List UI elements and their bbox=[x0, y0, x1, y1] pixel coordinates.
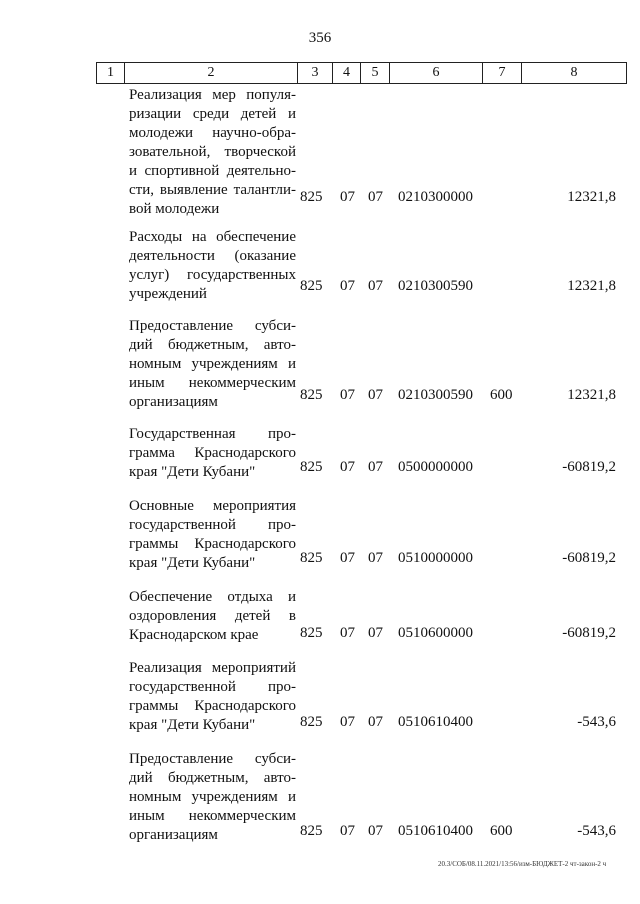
desc-line: государственной про- bbox=[129, 517, 296, 533]
desc-line: Реализация мер популя- bbox=[129, 87, 296, 103]
document-footer-stamp: 20.3/СОБ/08.11.2021/13:56/изм-БЮДЖЕТ-2 чт-закон-2 ч bbox=[438, 860, 607, 868]
amount: -60819,2 bbox=[562, 625, 616, 641]
desc-line: организациям bbox=[129, 394, 218, 410]
desc-line: номным учреждениям и bbox=[129, 789, 296, 805]
desc-line: оздоровления детей в bbox=[129, 608, 296, 624]
desc-line: граммы Краснодарского bbox=[129, 698, 296, 714]
desc-line: края "Дети Кубани" bbox=[129, 464, 256, 480]
desc-line: Предоставление субси- bbox=[129, 318, 296, 334]
desc-line: государственной про- bbox=[129, 679, 296, 695]
desc-line: ризации среди детей и bbox=[129, 106, 296, 122]
section-code: 07 bbox=[340, 459, 355, 475]
desc-line: дий бюджетным, авто- bbox=[129, 770, 296, 786]
desc-line: иным некоммерческим bbox=[129, 808, 296, 824]
target-article-code: 0500000000 bbox=[398, 459, 473, 475]
subsection-code: 07 bbox=[368, 714, 383, 730]
target-article-code: 0510610400 bbox=[398, 823, 473, 839]
row-description bbox=[129, 317, 296, 412]
desc-line: Государственная про- bbox=[129, 426, 296, 442]
desc-line: края "Дети Кубани" bbox=[129, 555, 256, 571]
desc-line: Реализация мероприятий bbox=[129, 660, 296, 676]
header-col-2: 2 bbox=[125, 63, 298, 84]
ministry-code: 825 bbox=[300, 278, 323, 294]
subsection-code: 07 bbox=[368, 387, 383, 403]
subsection-code: 07 bbox=[368, 823, 383, 839]
row-description bbox=[129, 588, 296, 645]
header-col-3: 3 bbox=[298, 63, 333, 84]
desc-line: молодежи научно-обра- bbox=[129, 125, 296, 141]
subsection-code: 07 bbox=[368, 550, 383, 566]
desc-line: Расходы на обеспечение bbox=[129, 229, 296, 245]
target-article-code: 0210300000 bbox=[398, 189, 473, 205]
row-description bbox=[129, 497, 296, 573]
subsection-code: 07 bbox=[368, 189, 383, 205]
header-col-8: 8 bbox=[522, 63, 627, 84]
desc-line: дий бюджетным, авто- bbox=[129, 337, 296, 353]
header-col-6: 6 bbox=[390, 63, 483, 84]
section-code: 07 bbox=[340, 387, 355, 403]
ministry-code: 825 bbox=[300, 459, 323, 475]
target-article-code: 0210300590 bbox=[398, 278, 473, 294]
row-description bbox=[129, 659, 296, 735]
desc-line: учреждений bbox=[129, 286, 207, 302]
subsection-code: 07 bbox=[368, 278, 383, 294]
amount: 12321,8 bbox=[567, 387, 616, 403]
header-col-5: 5 bbox=[361, 63, 390, 84]
desc-line: услуг) государственных bbox=[129, 267, 296, 283]
column-header-row bbox=[96, 62, 627, 84]
amount: -60819,2 bbox=[562, 550, 616, 566]
amount: -60819,2 bbox=[562, 459, 616, 475]
desc-line: организациям bbox=[129, 827, 218, 843]
expense-type-code: 600 bbox=[490, 387, 513, 403]
desc-line: Предоставление субси- bbox=[129, 751, 296, 767]
target-article-code: 0510000000 bbox=[398, 550, 473, 566]
amount: 12321,8 bbox=[567, 278, 616, 294]
section-code: 07 bbox=[340, 550, 355, 566]
desc-line: Обеспечение отдыха и bbox=[129, 589, 296, 605]
desc-line: грамма Краснодарского bbox=[129, 445, 296, 461]
header-col-7: 7 bbox=[483, 63, 522, 84]
target-article-code: 0510610400 bbox=[398, 714, 473, 730]
row-description bbox=[129, 425, 296, 482]
amount: -543,6 bbox=[577, 714, 616, 730]
amount: 12321,8 bbox=[567, 189, 616, 205]
desc-line: иным некоммерческим bbox=[129, 375, 296, 391]
section-code: 07 bbox=[340, 823, 355, 839]
row-description bbox=[129, 750, 296, 845]
subsection-code: 07 bbox=[368, 625, 383, 641]
header-col-1: 1 bbox=[97, 63, 125, 84]
desc-line: вой молодежи bbox=[129, 201, 220, 217]
desc-line: номным учреждениям и bbox=[129, 356, 296, 372]
page-number: 356 bbox=[308, 30, 332, 46]
section-code: 07 bbox=[340, 189, 355, 205]
desc-line: деятельности (оказание bbox=[129, 248, 296, 264]
ministry-code: 825 bbox=[300, 550, 323, 566]
desc-line: и спортивной деятельно- bbox=[129, 163, 296, 179]
subsection-code: 07 bbox=[368, 459, 383, 475]
desc-line: граммы Краснодарского bbox=[129, 536, 296, 552]
desc-line: края "Дети Кубани" bbox=[129, 717, 256, 733]
ministry-code: 825 bbox=[300, 625, 323, 641]
desc-line: Основные мероприятия bbox=[129, 498, 296, 514]
row-description bbox=[129, 228, 296, 304]
ministry-code: 825 bbox=[300, 387, 323, 403]
desc-line: зовательной, творческой bbox=[129, 144, 296, 160]
amount: -543,6 bbox=[577, 823, 616, 839]
section-code: 07 bbox=[340, 278, 355, 294]
section-code: 07 bbox=[340, 714, 355, 730]
ministry-code: 825 bbox=[300, 189, 323, 205]
target-article-code: 0510600000 bbox=[398, 625, 473, 641]
row-description bbox=[129, 86, 296, 219]
target-article-code: 0210300590 bbox=[398, 387, 473, 403]
header-col-4: 4 bbox=[333, 63, 361, 84]
ministry-code: 825 bbox=[300, 714, 323, 730]
desc-line: сти, выявление талантли- bbox=[129, 182, 296, 198]
ministry-code: 825 bbox=[300, 823, 323, 839]
expense-type-code: 600 bbox=[490, 823, 513, 839]
section-code: 07 bbox=[340, 625, 355, 641]
desc-line: Краснодарском крае bbox=[129, 627, 259, 643]
